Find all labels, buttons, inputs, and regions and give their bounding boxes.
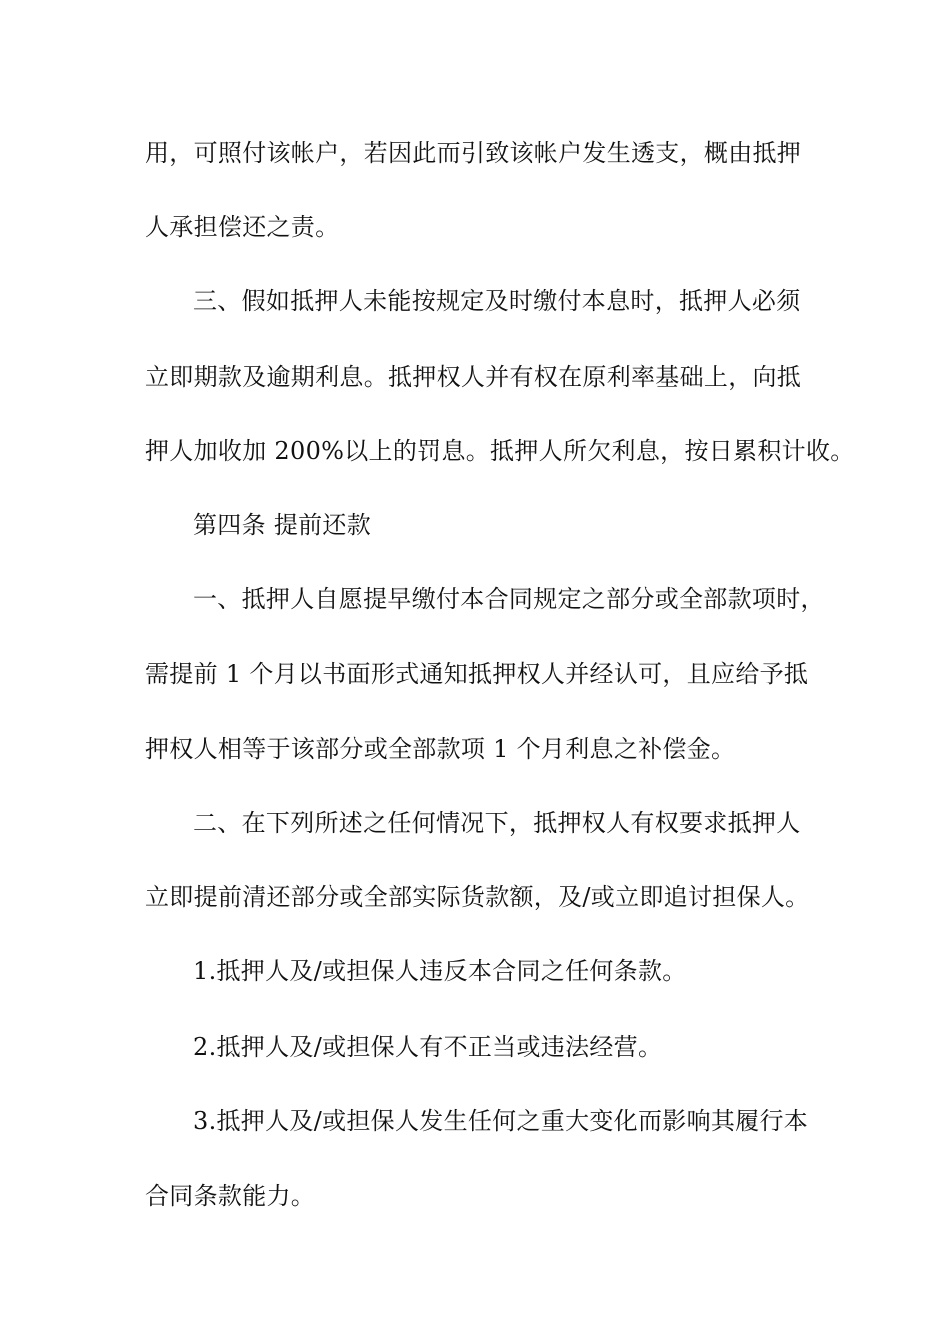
- list-item: 1.抵押人及/或担保人违反本合同之任何条款。: [193, 957, 687, 985]
- paragraph-line: 用，可照付该帐户，若因此而引致该帐户发生透支，概由抵押: [145, 139, 802, 167]
- paragraph-line: 一、抵押人自愿提早缴付本合同规定之部分或全部款项时，: [193, 585, 825, 613]
- paragraph-line: 三、假如抵押人未能按规定及时缴付本息时，抵押人必须: [193, 287, 801, 315]
- section-heading: 第四条 提前还款: [193, 511, 372, 539]
- paragraph-line: 二、在下列所述之任何情况下，抵押权人有权要求抵押人: [193, 809, 801, 837]
- paragraph-line: 立即期款及逾期利息。抵押权人并有权在原利率基础上，向抵: [145, 363, 802, 391]
- list-item: 3.抵押人及/或担保人发生任何之重大变化而影响其履行本: [193, 1107, 809, 1135]
- paragraph-line: 立即提前清还部分或全部实际货款额，及/或立即追讨担保人。: [145, 883, 810, 911]
- paragraph-line: 需提前 1 个月以书面形式通知抵押权人并经认可，且应给予抵: [145, 660, 809, 688]
- paragraph-line: 押权人相等于该部分或全部款项 1 个月利息之补偿金。: [145, 735, 736, 763]
- paragraph-line: 押人加收加 200%以上的罚息。抵押人所欠利息，按日累积计收。: [145, 437, 855, 465]
- paragraph-line: 人承担偿还之责。: [145, 213, 340, 241]
- list-item: 2.抵押人及/或担保人有不正当或违法经营。: [193, 1033, 663, 1061]
- paragraph-line: 合同条款能力。: [145, 1182, 316, 1210]
